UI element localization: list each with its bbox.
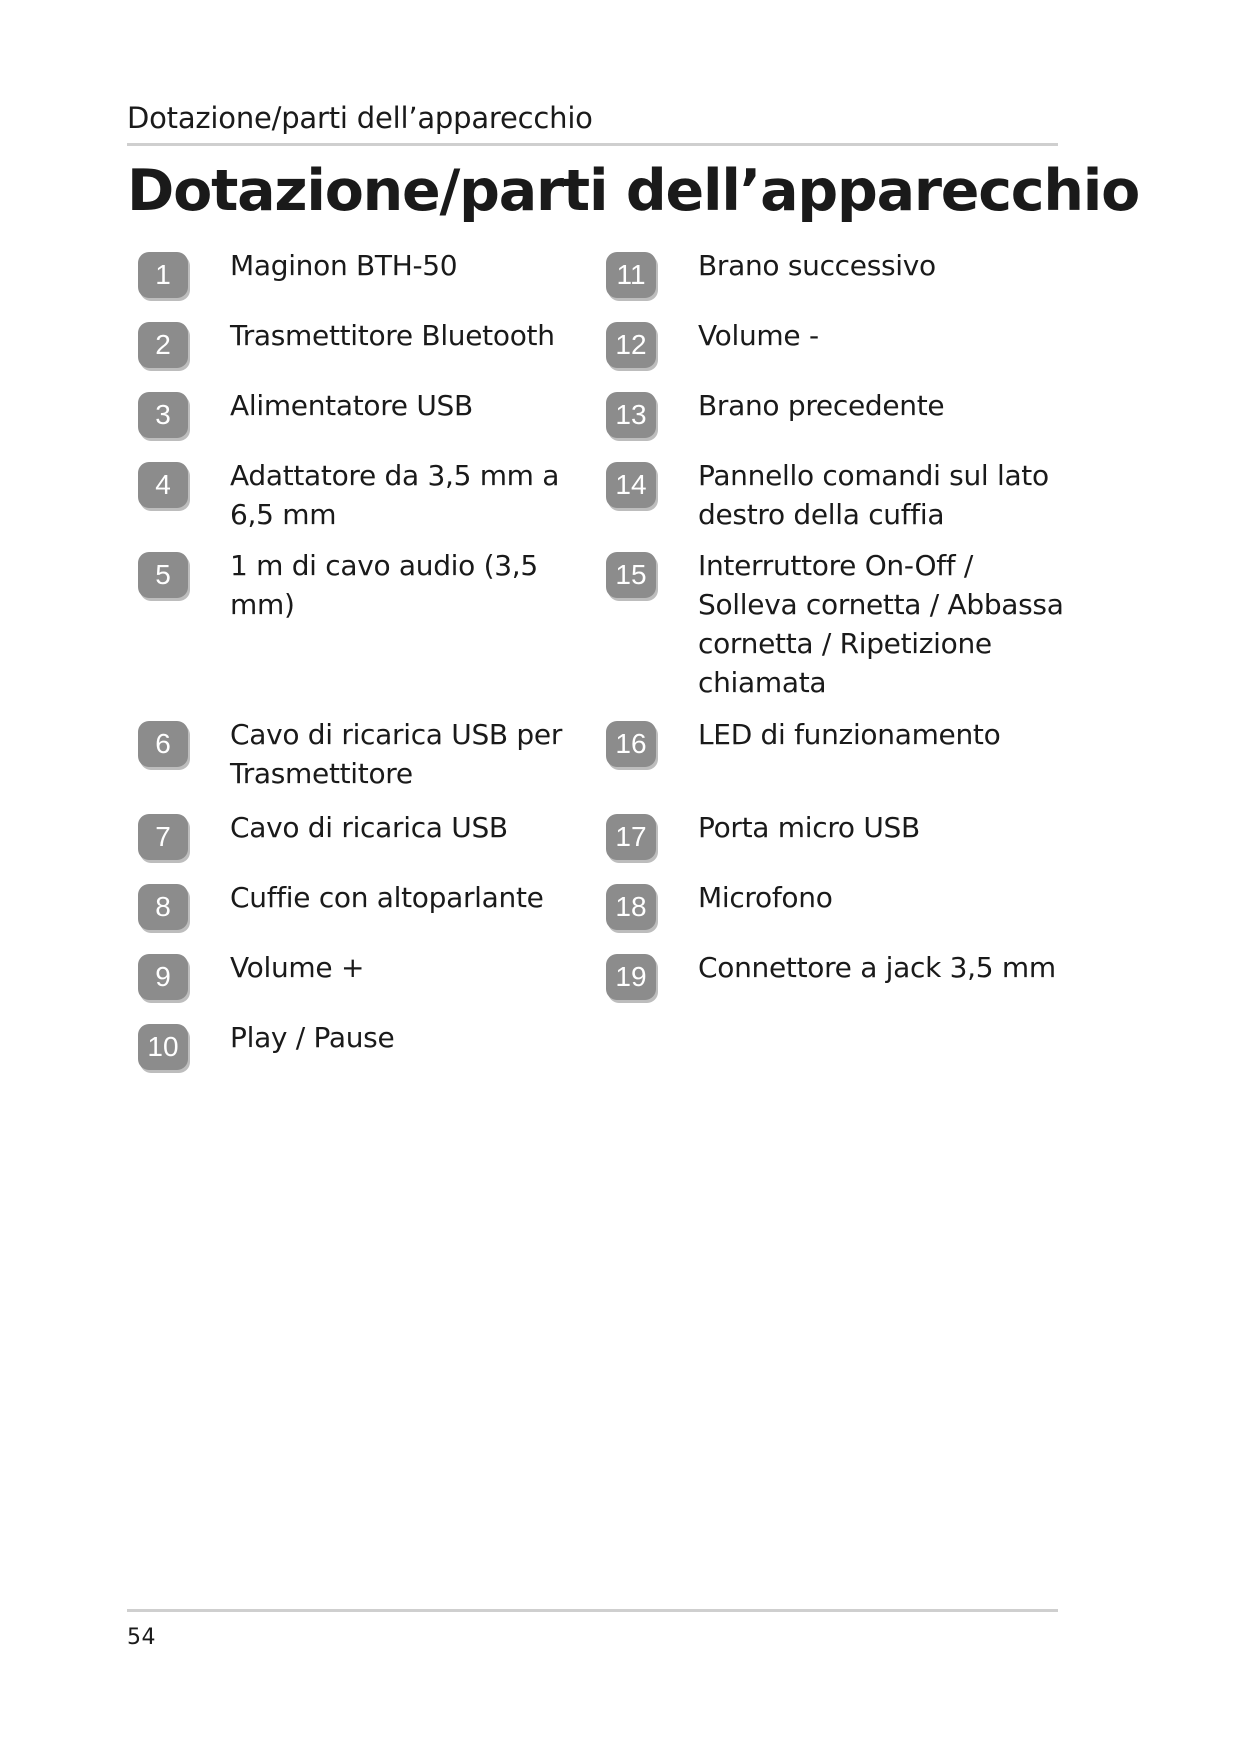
item-label: LED di funzionamento	[698, 718, 1001, 751]
item-number-badge: 6	[138, 721, 188, 767]
item-number-badge: 2	[138, 322, 188, 368]
item-number-badge: 14	[606, 462, 656, 508]
item-number-badge: 12	[606, 322, 656, 368]
item-label: Volume +	[230, 951, 365, 984]
item-label: Cuffie con altoparlante	[230, 881, 544, 914]
item-label: Cavo di ricarica USB per Trasmettitore	[230, 718, 563, 790]
item-label: Brano successivo	[698, 249, 936, 282]
item-number-badge: 4	[138, 462, 188, 508]
page-title: Dotazione/parti dell’apparecchio	[127, 158, 1140, 224]
item-label: Alimentatore USB	[230, 389, 473, 422]
item-number-badge: 10	[138, 1024, 188, 1070]
item-label: Volume -	[698, 319, 819, 352]
item-number-badge: 11	[606, 252, 656, 298]
item-number-badge: 3	[138, 392, 188, 438]
item-label: Microfono	[698, 881, 833, 914]
item-label: Brano precedente	[698, 389, 945, 422]
item-label: Maginon BTH-50	[230, 249, 458, 282]
item-label: Pannello comandi sul lato destro della cuffia	[698, 459, 1049, 531]
item-label: 1 m di cavo audio (3,5 mm)	[230, 549, 538, 621]
item-label: Interruttore On-Off / Solleva cornetta / Abbassa cornetta / Ripetizione chiamata	[698, 549, 1064, 699]
item-label: Adattatore da 3,5 mm a 6,5 mm	[230, 459, 560, 531]
item-number-badge: 17	[606, 814, 656, 860]
item-number-badge: 16	[606, 721, 656, 767]
header-divider	[127, 143, 1058, 146]
item-number-badge: 5	[138, 552, 188, 598]
item-label: Connettore a jack 3,5 mm	[698, 951, 1056, 984]
item-number-badge: 19	[606, 954, 656, 1000]
item-label: Porta micro USB	[698, 811, 920, 844]
item-number-badge: 9	[138, 954, 188, 1000]
footer-divider	[127, 1609, 1058, 1612]
item-number-badge: 15	[606, 552, 656, 598]
item-label: Play / Pause	[230, 1021, 395, 1054]
item-label: Cavo di ricarica USB	[230, 811, 508, 844]
item-number-badge: 8	[138, 884, 188, 930]
item-number-badge: 7	[138, 814, 188, 860]
page-number: 54	[127, 1625, 156, 1650]
item-number-badge: 13	[606, 392, 656, 438]
item-number-badge: 1	[138, 252, 188, 298]
item-number-badge: 18	[606, 884, 656, 930]
item-label: Trasmettitore Bluetooth	[230, 319, 555, 352]
running-header: Dotazione/parti dell’apparecchio	[127, 101, 593, 135]
